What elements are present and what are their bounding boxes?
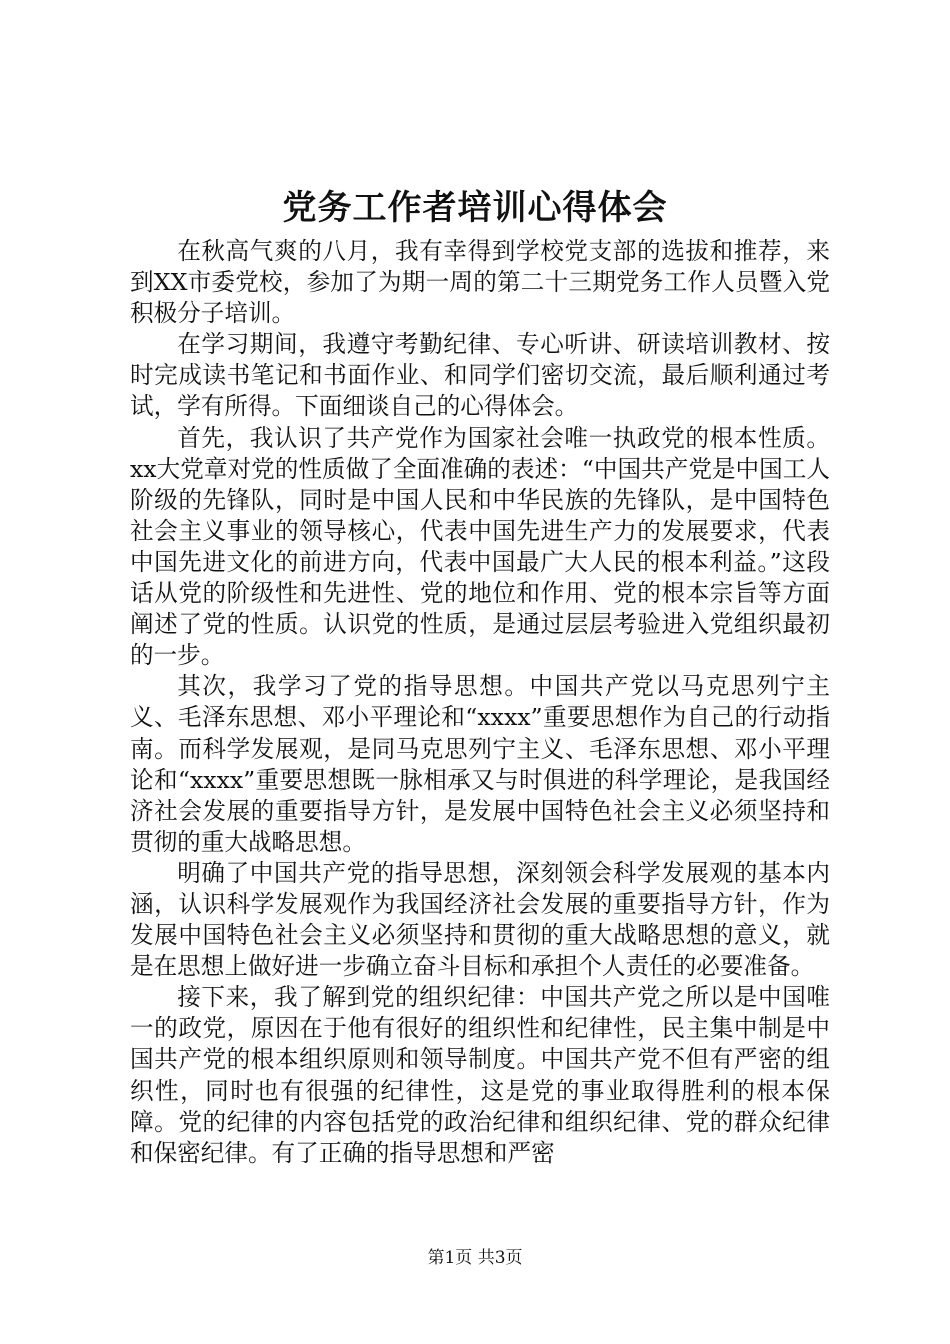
page-footer: 第1页 共3页 [427,1248,523,1268]
paragraph-5: 明确了中国共产党的指导思想，深刻领会科学发展观的基本内涵，认识科学发展观作为我国经济社会发展的重要指导方针，作为发展中国特色社会主义必须坚持和贯彻的重大战略思想的意义，就是在思想上做好进一步确立奋斗目标和承担个人责任的必要准备。 [130,858,830,981]
document-body [130,236,830,1169]
paragraph-2: 在学习期间，我遵守考勤纪律、专心听讲、研读培训教材、按时完成读书笔记和书面作业、和同学们密切交流，最后顺利通过考试，学有所得。下面细谈自己的心得体会。 [130,330,830,421]
paragraph-6: 接下来，我了解到党的组织纪律：中国共产党之所以是中国唯一的政党，原因在于他有很好的组织性和纪律性，民主集中制是中国共产党的根本组织原则和领导制度。中国共产党不但有严密的组织性，同时也有很强的纪律性，这是党的事业取得胜利的根本保障。党的纪律的内容包括党的政治纪律和组织纪律、党的群众纪律和保密纪律。有了正确的指导思想和严密 [130,983,830,1167]
document-title: 党务工作者培训心得体会 [282,188,668,228]
paragraph-1: 在秋高气爽的八月，我有幸得到学校党支部的选拔和推荐，来到XX市委党校，参加了为期一周的第二十三期党务工作人员暨入党积极分子培训。 [130,237,830,328]
paragraph-3: 首先，我认识了共产党作为国家社会唯一执政党的根本性质。xx大党章对党的性质做了全面准确的表述：“中国共产党是中国工人阶级的先锋队，同时是中国人民和中华民族的先锋队，是中国特色社会主义事业的领导核心，代表中国先进生产力的发展要求，代表中国先进文化的前进方向，代表中国最广大人民的根本利益。”这段话从党的阶级性和先进性、党的地位和作用、党的根本宗旨等方面阐述了党的性质。认识党的性质，是通过层层考验进入党组织最初的一步。 [130,423,830,670]
paragraph-4: 其次，我学习了党的指导思想。中国共产党以马克思列宁主义、毛泽东思想、邓小平理论和“xxxx”重要思想作为自己的行动指南。而科学发展观，是同马克思列宁主义、毛泽东思想、邓小平理论和“xxxx”重要思想既一脉相承又与时俱进的科学理论，是我国经济社会发展的重要指导方针，是发展中国特色社会主义必须坚持和贯彻的重大战略思想。 [130,672,830,856]
